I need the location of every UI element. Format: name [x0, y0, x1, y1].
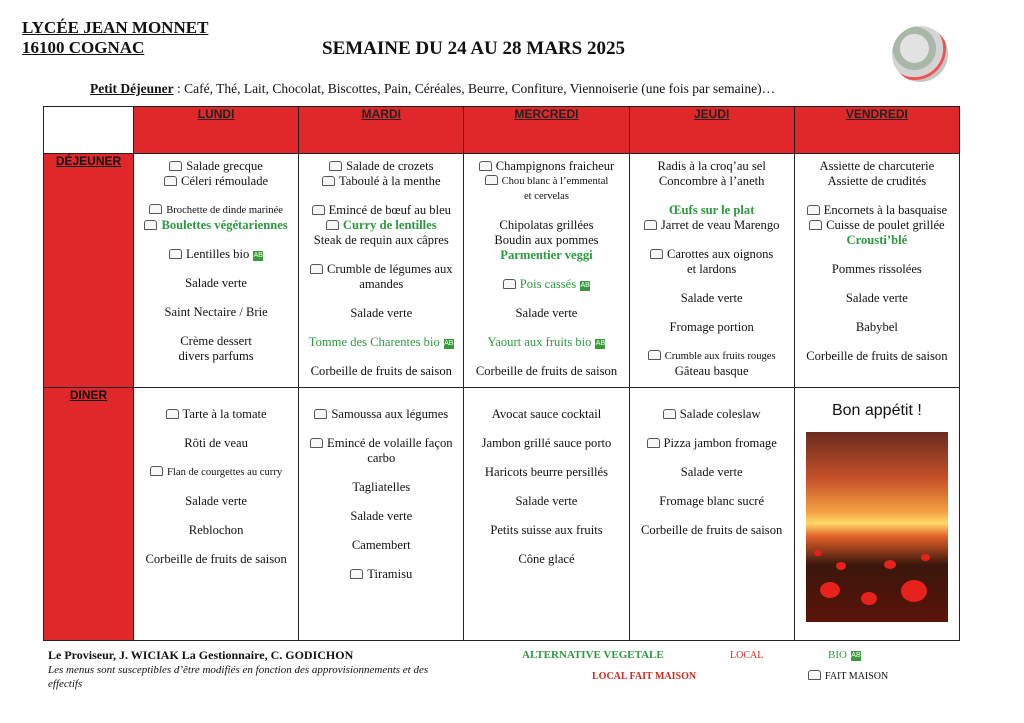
menu-item-label: Assiette de charcuterie	[819, 159, 935, 173]
menu-cell	[299, 154, 464, 388]
menu-item-label: Crousti’blé	[846, 233, 908, 247]
chef-hat-icon	[485, 175, 498, 185]
chef-hat-icon	[647, 438, 660, 448]
menu-item-label: Corbeille de fruits de saison	[475, 364, 618, 378]
legend-bio	[828, 649, 861, 661]
spacer	[795, 335, 959, 349]
menu-item	[299, 203, 463, 218]
legend-local-fait-maison: LOCAL FAIT MAISON	[592, 671, 697, 682]
spacer	[630, 480, 794, 494]
spacer	[134, 538, 298, 552]
menu-item-label: Corbeille de fruits de saison	[310, 364, 452, 378]
menu-item-label: Pizza jambon fromage	[663, 436, 777, 450]
menu-item-label: Céleri rémoulade	[181, 174, 269, 188]
menu-item	[299, 407, 463, 422]
spacer	[795, 189, 959, 203]
bio-leaf-icon: AB	[851, 652, 861, 659]
day-header: MARDI	[299, 107, 464, 154]
menu-item	[795, 159, 959, 174]
spacer	[299, 524, 463, 538]
menu-item	[299, 174, 463, 189]
chef-hat-icon	[150, 466, 163, 476]
corner-cell	[44, 107, 134, 154]
menu-item-label: Emincé de bœuf au bleu	[328, 203, 451, 217]
spacer	[134, 291, 298, 305]
menu-item-label: Concombre à l’aneth	[658, 174, 765, 188]
menu-item-label: Flan de courgettes au curry	[167, 467, 283, 478]
menu-cell	[299, 388, 464, 641]
menu-item-label: Encornets à la basquaise	[823, 203, 948, 217]
menu-item-label: Assiette de crudités	[827, 174, 927, 188]
apple-logo-icon	[892, 26, 948, 82]
menu-item-label: Salade verte	[515, 494, 578, 508]
menu-item	[299, 306, 463, 321]
menu-item-label: Crumble aux fruits rouges	[664, 351, 776, 362]
menu-item	[630, 407, 794, 422]
menu-item-label: Boudin aux pommes	[494, 233, 599, 247]
bio-leaf-icon: AB	[444, 340, 454, 347]
menu-item-label: Yaourt aux fruits bio	[487, 335, 592, 349]
spacer	[464, 350, 628, 364]
signatures: Le Proviseur, J. WICIAK La Gestionnaire, C. GODICHON	[48, 648, 354, 662]
menu-item-label: Salade verte	[185, 494, 248, 508]
chef-hat-icon	[314, 409, 327, 419]
chef-hat-icon	[149, 204, 162, 214]
menu-item	[464, 218, 628, 233]
chef-hat-icon	[650, 249, 663, 259]
bio-leaf-icon: AB	[595, 340, 606, 347]
menu-item	[134, 552, 298, 567]
row-label-lunch: DÉJEUNER	[44, 154, 134, 388]
spacer	[630, 233, 794, 247]
menu-item-label: et cervelas	[523, 191, 569, 202]
menu-item	[134, 174, 298, 189]
spacer	[464, 263, 628, 277]
spacer	[795, 277, 959, 291]
menu-item-label: Cône glacé	[518, 552, 575, 566]
menu-item-label: Emincé de volaille façon	[327, 436, 453, 450]
menu-cell	[794, 154, 959, 388]
menu-item	[134, 436, 298, 451]
menu-item	[134, 305, 298, 320]
menu-item	[134, 523, 298, 538]
menu-item-label: Gâteau basque	[674, 364, 749, 378]
menu-item	[795, 320, 959, 335]
day-header: JEUDI	[629, 107, 794, 154]
page-title: SEMAINE DU 24 AU 28 MARS 2025	[322, 38, 625, 59]
menu-item-label: Babybel	[855, 320, 898, 334]
menu-item	[134, 159, 298, 174]
menu-item-label: Œufs sur le plat	[668, 203, 755, 217]
menu-item	[630, 465, 794, 480]
menu-item-label: Pommes rissolées	[831, 262, 922, 276]
spacer	[464, 422, 628, 436]
chef-hat-icon	[350, 569, 363, 579]
legend-veg: ALTERNATIVE VEGETALE	[522, 649, 664, 661]
menu-item	[630, 262, 794, 277]
menu-item	[630, 320, 794, 335]
menu-item	[630, 436, 794, 451]
menu-item-label: Salade verte	[350, 509, 413, 523]
menu-cell	[134, 388, 299, 641]
menu-item	[464, 159, 628, 174]
menu-item	[134, 334, 298, 349]
chef-hat-icon	[164, 176, 177, 186]
menu-item-label: Chou blanc à l’emmental	[501, 176, 609, 187]
menu-item-label: Crème dessert	[180, 334, 252, 348]
menu-item	[630, 291, 794, 306]
menu-item	[795, 291, 959, 306]
legend-bio-label: BIO	[828, 649, 847, 661]
spacer	[134, 509, 298, 523]
menu-cell	[464, 154, 629, 388]
menu-item-label: Carottes aux oignons	[666, 247, 774, 261]
menu-cell	[134, 154, 299, 388]
spacer	[134, 480, 298, 494]
menu-item-label: Corbeille de fruits de saison	[806, 349, 948, 363]
spacer	[299, 292, 463, 306]
menu-item-label: Salade coleslaw	[679, 407, 761, 421]
menu-item	[299, 277, 463, 292]
menu-item-label: Tarte à la tomate	[182, 407, 267, 421]
spacer	[630, 189, 794, 203]
row-label-dinner: DINER	[44, 388, 134, 641]
chef-hat-icon	[322, 176, 335, 186]
chef-hat-icon	[648, 350, 661, 360]
menu-item	[299, 436, 463, 451]
menu-item-label: Reblochon	[188, 523, 244, 537]
menu-item-label: Salade verte	[515, 306, 578, 320]
spacer	[134, 393, 298, 407]
menu-item	[464, 465, 628, 480]
menu-item-label: Rôti de veau	[184, 436, 248, 450]
spacer	[795, 306, 959, 320]
menu-item-label: Salade verte	[680, 291, 743, 305]
legend-fait-maison	[808, 670, 888, 682]
menu-item	[299, 233, 463, 248]
spacer	[299, 189, 463, 203]
days-header-row	[44, 107, 960, 154]
spacer	[299, 393, 463, 407]
spacer	[464, 393, 628, 407]
menu-item-label: Jarret de veau Marengo	[660, 218, 780, 232]
menu-item	[630, 364, 794, 379]
menu-item-label: Champignons fraicheur	[495, 159, 615, 173]
menu-item	[299, 538, 463, 553]
menu-item-label: carbo	[367, 451, 396, 465]
menu-item	[464, 174, 628, 189]
spacer	[299, 553, 463, 567]
menu-table	[43, 106, 960, 641]
legend-fait-maison-label: FAIT MAISON	[825, 671, 889, 682]
menu-item	[299, 335, 463, 350]
day-header: VENDREDI	[794, 107, 959, 154]
breakfast-text: : Café, Thé, Lait, Chocolat, Biscottes, Pain, Céréales, Beurre, Confiture, Viennoiserie (une fois par semaine)…	[173, 81, 776, 96]
spacer	[464, 292, 628, 306]
menu-item	[795, 262, 959, 277]
spacer	[630, 306, 794, 320]
chef-hat-icon	[166, 409, 179, 419]
menu-item-label: Salade verte	[185, 276, 248, 290]
chef-hat-icon	[169, 161, 182, 171]
spacer	[299, 350, 463, 364]
legend-local: LOCAL	[730, 650, 764, 661]
menu-item	[299, 451, 463, 466]
spacer	[464, 321, 628, 335]
menu-item	[134, 203, 298, 218]
chef-hat-icon	[310, 438, 323, 448]
menu-item	[464, 306, 628, 321]
menu-item	[134, 465, 298, 480]
chef-hat-icon	[503, 279, 516, 289]
menu-item-label: Corbeille de fruits de saison	[145, 552, 287, 566]
menu-item-label: Lentilles bio	[185, 247, 250, 261]
chef-hat-icon	[310, 264, 323, 274]
menu-item-label: Salade verte	[350, 306, 413, 320]
menu-item-label: Crumble de légumes aux	[327, 262, 453, 276]
menu-item-label: Curry de lentilles	[342, 218, 437, 232]
spacer	[134, 189, 298, 203]
spacer	[630, 277, 794, 291]
menu-item-label: divers parfums	[178, 349, 254, 363]
chef-hat-icon	[144, 220, 157, 230]
spacer	[630, 509, 794, 523]
menu-item-label: Parmentier veggi	[500, 248, 593, 262]
spacer	[630, 451, 794, 465]
menu-item-label: Tiramisu	[367, 567, 413, 581]
menu-item-label: Steak de requin aux câpres	[313, 233, 449, 247]
chef-hat-icon	[663, 409, 676, 419]
spacer	[464, 509, 628, 523]
school-city: 16100 COGNAC	[22, 38, 145, 57]
menu-item-label: Jambon grillé sauce porto	[481, 436, 612, 450]
menu-item	[464, 364, 628, 379]
menu-cell	[629, 154, 794, 388]
menu-item	[464, 335, 628, 350]
menu-item	[464, 552, 628, 567]
menu-item	[795, 233, 959, 248]
chef-hat-icon	[169, 249, 182, 259]
menu-item	[464, 248, 628, 263]
menu-item-label: Pois cassés	[519, 277, 577, 291]
menu-item	[464, 407, 628, 422]
menu-item	[630, 523, 794, 538]
bio-leaf-icon: AB	[580, 282, 590, 289]
menu-item-label: Salade grecque	[186, 159, 263, 173]
menu-item	[134, 218, 298, 233]
menu-item	[795, 203, 959, 218]
menu-item	[299, 480, 463, 495]
menu-item-label: Corbeille de fruits de saison	[641, 523, 783, 537]
spacer	[299, 248, 463, 262]
menu-item	[299, 364, 463, 379]
menu-item	[464, 277, 628, 292]
spacer	[299, 422, 463, 436]
spacer	[134, 262, 298, 276]
spacer	[630, 393, 794, 407]
menu-item	[299, 567, 463, 582]
menu-item	[630, 494, 794, 509]
spacer	[630, 335, 794, 349]
spacer	[134, 422, 298, 436]
menu-item-label: amandes	[359, 277, 404, 291]
chef-hat-icon	[479, 161, 492, 171]
day-header: LUNDI	[134, 107, 299, 154]
menu-item-label: Haricots beurre persillés	[484, 465, 609, 479]
school-header	[22, 18, 208, 58]
menu-item	[630, 349, 794, 364]
menu-item-label: Fromage portion	[669, 320, 754, 334]
menu-item	[630, 218, 794, 233]
friday-dinner-cell	[794, 388, 959, 641]
menu-item-label: Saint Nectaire / Brie	[164, 305, 268, 319]
menu-item	[795, 349, 959, 364]
spacer	[464, 204, 628, 218]
chef-hat-icon	[809, 220, 822, 230]
menu-item-label: Salade verte	[845, 291, 908, 305]
menu-item	[299, 218, 463, 233]
menu-item	[134, 349, 298, 364]
chef-hat-icon	[326, 220, 339, 230]
menu-item	[299, 159, 463, 174]
menu-item-label: Tomme des Charentes bio	[308, 335, 440, 349]
menu-item-label: Fromage blanc sucré	[659, 494, 765, 508]
spacer	[299, 495, 463, 509]
menu-item	[134, 407, 298, 422]
menu-item	[630, 159, 794, 174]
menu-item	[299, 262, 463, 277]
chef-hat-icon	[808, 670, 821, 680]
chef-hat-icon	[807, 205, 820, 215]
menu-item	[464, 436, 628, 451]
school-name: LYCÉE JEAN MONNET	[22, 18, 209, 37]
menu-item-label: Petits suisse aux fruits	[490, 523, 603, 537]
menu-item-label: Taboulé à la menthe	[338, 174, 441, 188]
menu-item	[134, 276, 298, 291]
lunch-row	[44, 154, 960, 388]
menu-item	[630, 247, 794, 262]
menu-item-label: Cuisse de poulet grillée	[826, 218, 945, 232]
menu-item-label: Tagliatelles	[352, 480, 411, 494]
menu-item-label: et lardons	[687, 262, 737, 276]
menu-cell	[629, 388, 794, 641]
menu-item	[464, 494, 628, 509]
menu-item-label: Samoussa aux légumes	[331, 407, 449, 421]
day-header: MERCREDI	[464, 107, 629, 154]
breakfast-label: Petit Déjeuner	[90, 81, 174, 96]
spacer	[299, 321, 463, 335]
menu-item	[299, 509, 463, 524]
menu-item	[630, 203, 794, 218]
spacer	[134, 320, 298, 334]
menu-item	[464, 523, 628, 538]
menu-item-label: Avocat sauce cocktail	[491, 407, 602, 421]
dinner-row	[44, 388, 960, 641]
bio-leaf-icon: AB	[253, 252, 263, 259]
chef-hat-icon	[644, 220, 657, 230]
menu-item-label: Salade verte	[680, 465, 743, 479]
breakfast-line	[90, 81, 775, 97]
bon-appetit-text: Bon appétit !	[831, 402, 922, 419]
menu-item	[134, 247, 298, 262]
menu-item	[464, 233, 628, 248]
menu-item-label: Camembert	[351, 538, 411, 552]
menu-item-label: Salade de crozets	[346, 159, 434, 173]
poppy-sunset-photo	[806, 432, 948, 622]
spacer	[630, 422, 794, 436]
menu-cell	[464, 388, 629, 641]
menu-item	[134, 494, 298, 509]
spacer	[795, 248, 959, 262]
spacer	[134, 233, 298, 247]
menu-item-label: Radis à la croq’au sel	[657, 159, 766, 173]
spacer	[464, 538, 628, 552]
menu-item-label: Chipolatas grillées	[499, 218, 594, 232]
menu-item	[630, 174, 794, 189]
spacer	[134, 451, 298, 465]
menu-item-label: Boulettes végétariennes	[161, 218, 288, 232]
menu-item	[795, 218, 959, 233]
menu-item-label: Brochette de dinde marinée	[166, 205, 283, 216]
disclaimer: Les menus sont susceptibles d’être modifiés en fonction des approvisionnements et des effectifs	[48, 664, 429, 690]
spacer	[464, 480, 628, 494]
spacer	[299, 466, 463, 480]
spacer	[464, 451, 628, 465]
menu-item	[795, 174, 959, 189]
chef-hat-icon	[312, 205, 325, 215]
menu-item	[464, 189, 628, 204]
chef-hat-icon	[329, 161, 342, 171]
